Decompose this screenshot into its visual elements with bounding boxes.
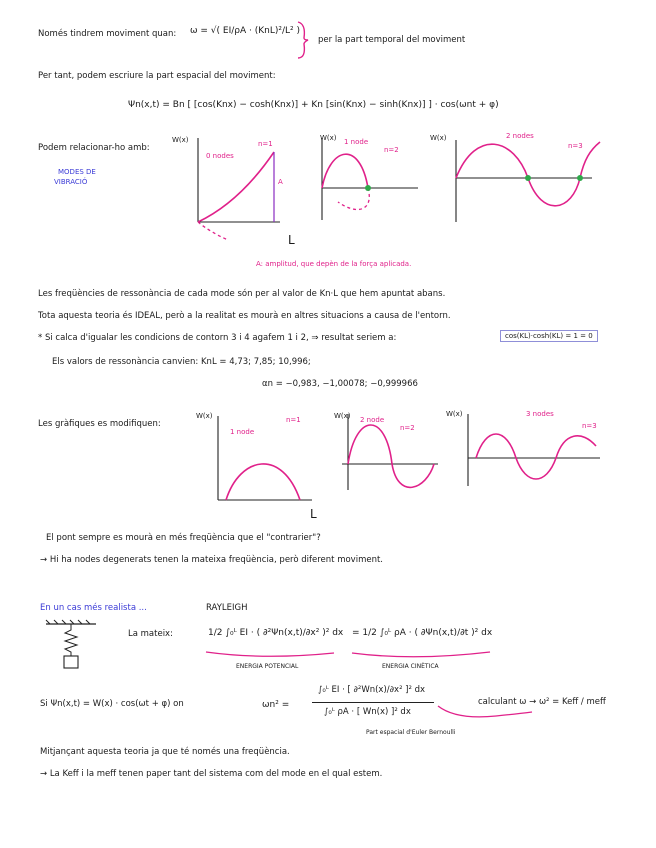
realistic-heading: En un cas més realista ... xyxy=(40,603,147,613)
keff-line: → La Keff i la meff tenen paper tant del sistema com del mode en el qual estem. xyxy=(40,769,383,779)
spatial-note: Part espacial d'Euler Bernoulli xyxy=(366,729,456,736)
axis-label: W(x) xyxy=(196,412,213,420)
graph-title: 2 nodes xyxy=(506,132,534,140)
question-line: El pont sempre es mourà en més freqüència que el "contrarier"? xyxy=(46,533,321,543)
intro-line: Només tindrem moviment quan: xyxy=(38,29,177,39)
energy-underline xyxy=(204,650,494,662)
alpha-line: αn = −0,983, −1,00078; −0,999966 xyxy=(262,379,418,389)
omega2-lhs: ωn² = xyxy=(262,700,290,710)
boxed-equation: cos(KL)·cosh(KL) = 1 = 0 xyxy=(500,330,598,342)
relate-intro: Podem relacionar-ho amb: xyxy=(38,143,150,153)
modified-graphs-intro: Les gràfiques es modifiquen: xyxy=(38,419,161,429)
mode-curve xyxy=(476,434,596,479)
graph-n: n=2 xyxy=(400,424,415,432)
dashed-curve xyxy=(338,188,369,210)
la-mateix: La mateix: xyxy=(128,629,173,639)
energy-eq-left: 1/2 ∫₀ᴸ EI · ( ∂²Ψn(x,t)/∂x² )² dx xyxy=(208,628,344,638)
pink-arrow-curve xyxy=(436,700,536,722)
graph-n: n=1 xyxy=(258,140,273,148)
modes-label-2: VIBRACIÓ xyxy=(54,178,88,186)
graph-title: 1 node xyxy=(230,428,255,436)
mode-curve xyxy=(226,464,300,500)
calc-result: calculant ω → ω² = Keff / meff xyxy=(478,697,606,707)
spring-mass-icon xyxy=(44,620,104,672)
real-mode-graph-3 xyxy=(446,406,606,490)
fraction-bar xyxy=(312,702,434,703)
omega-equation: ω = √( EI/ρA · (KnL)²/L² ) xyxy=(190,26,301,36)
resonance-line: Les freqüències de ressonància de cada mode són per al valor de Kn·L que hem apuntat abans. xyxy=(38,289,446,299)
energy-eq-right: = 1/2 ∫₀ᴸ ρA · ( ∂Ψn(x,t)/∂t )² dx xyxy=(352,628,493,638)
node-dot xyxy=(525,175,531,181)
si-line: Si Ψn(x,t) = W(x) · cos(ωt + φ) on xyxy=(40,699,184,709)
real-mode-graph-1 xyxy=(196,408,326,520)
modes-label-1: MODES DE xyxy=(58,168,96,176)
axis-label: W(x) xyxy=(430,134,447,142)
mode-curve xyxy=(322,154,368,188)
mode-curve xyxy=(348,425,434,487)
modal-equation: Ψn(x,t) = Bn [ [cos(Knx) − cosh(Knx)] + Kn [sin(Knx) − sinh(Knx)] ] · cos(ωnt + φ) xyxy=(128,100,499,110)
axis-label: W(x) xyxy=(172,136,189,144)
temporal-part-note: per la part temporal del moviment xyxy=(318,35,466,45)
theory-line: Mitjançant aquesta teoria ja que té només una freqüència. xyxy=(40,747,290,757)
dashed-curve xyxy=(198,222,228,240)
mode-curve xyxy=(456,142,600,206)
mode-curve xyxy=(198,152,274,222)
degenerate-line: → Hi ha nodes degenerats tenen la mateixa freqüència, però diferent moviment. xyxy=(40,555,384,565)
amp-letter: A xyxy=(278,178,283,186)
graph-title: 0 nodes xyxy=(206,152,234,160)
energy-potential-label: ENERGIA POTENCIAL xyxy=(236,663,299,670)
amplitude-note-text: A: amplitud, que depèn de la força aplicada. xyxy=(256,260,412,268)
graph-title: 2 node xyxy=(360,416,385,424)
graph-n: n=2 xyxy=(384,146,399,154)
spatial-intro: Per tant, podem escriure la part espacial del moviment: xyxy=(38,71,276,81)
graph-n: n=1 xyxy=(286,416,301,424)
graph-title: 3 nodes xyxy=(526,410,554,418)
axis-label: W(x) xyxy=(334,412,351,420)
node-dot xyxy=(365,185,371,191)
mode-graph-1 xyxy=(170,132,300,250)
ideal-line: Tota aquesta teoria és IDEAL, però a la realitat es mourà en altres situacions a causa de l'entorn. xyxy=(38,311,451,321)
x-label: L xyxy=(288,233,295,247)
mode-graph-2 xyxy=(318,132,422,224)
mode-graph-3 xyxy=(430,130,602,226)
axis-label: W(x) xyxy=(446,410,463,418)
values-line: Els valors de ressonància canvien: KnL = 4,73; 7,85; 10,996; xyxy=(52,357,311,367)
real-mode-graph-2 xyxy=(334,408,444,492)
rayleigh-heading: RAYLEIGH xyxy=(206,603,248,613)
graph-title: 1 node xyxy=(344,138,369,146)
graph-n: n=3 xyxy=(582,422,597,430)
x-label: L xyxy=(310,507,317,521)
graph-n: n=3 xyxy=(568,142,583,150)
omega2-numerator: ∫₀ᴸ EI · [ ∂²Wn(x)/∂x² ]² dx xyxy=(318,685,426,695)
amplitude-note xyxy=(256,260,411,268)
axis-label-g2: W(x) xyxy=(320,134,337,142)
bullet-line: * Si calca d'igualar les condicions de contorn 3 i 4 agafem 1 i 2, ⇒ resultat seriem a: xyxy=(38,333,397,343)
energy-kinetic-label: ENERGIA CINÈTICA xyxy=(382,663,439,670)
omega2-denominator: ∫₀ᴸ ρA · [ Wn(x) ]² dx xyxy=(324,707,411,717)
node-dot xyxy=(577,175,583,181)
pink-brace xyxy=(296,20,310,60)
